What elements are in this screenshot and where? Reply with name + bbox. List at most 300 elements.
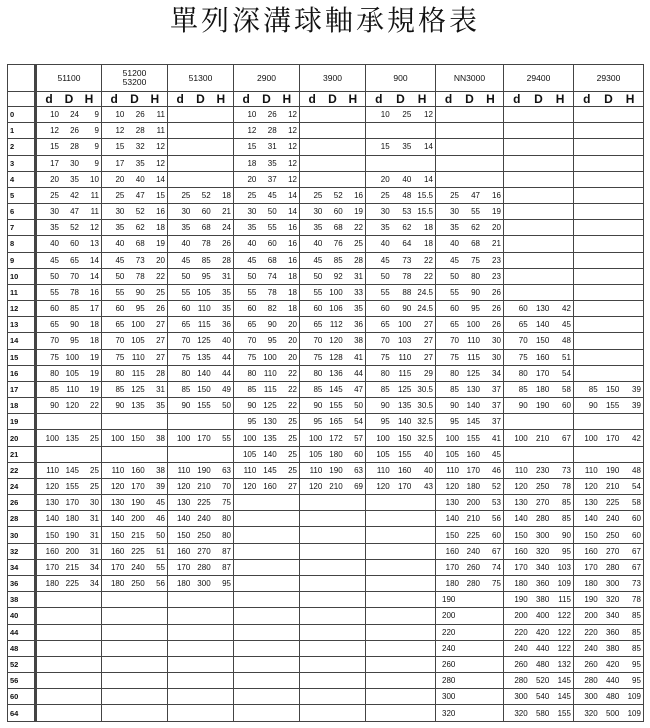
dimension-value: 19 xyxy=(90,352,99,362)
dimension-value: 25 xyxy=(50,190,60,200)
dim-label: H xyxy=(84,92,94,106)
table-row xyxy=(8,414,644,430)
dimension-value: 280 xyxy=(466,579,480,589)
dimension-value: 85 xyxy=(115,385,125,394)
dimension-value: 74 xyxy=(267,271,277,281)
dimension-value: 37 xyxy=(492,401,501,411)
dimension-cell xyxy=(300,478,366,494)
dimension-value: 12 xyxy=(50,126,60,136)
dimension-value: 15 xyxy=(156,190,165,200)
dimension-cell xyxy=(366,220,436,236)
dimension-value: 15 xyxy=(380,142,390,152)
dimension-value: 170 xyxy=(445,562,460,572)
dimension-cell xyxy=(504,592,574,608)
dimension-value: 25 xyxy=(156,287,165,297)
dimension-value: 42 xyxy=(562,304,571,314)
dimension-cell xyxy=(436,365,504,381)
dimension-value: 115 xyxy=(131,368,145,378)
dimension-cell xyxy=(574,349,644,365)
dimension-value: 230 xyxy=(535,465,550,475)
dimension-value: 60 xyxy=(267,239,277,249)
dimension-value: 130 xyxy=(45,498,60,508)
dimension-value: 24 xyxy=(70,110,79,120)
dimension-cell xyxy=(234,381,300,397)
dimension-value: 120 xyxy=(45,482,60,492)
dimension-cell xyxy=(366,462,436,478)
dimension-value: 78 xyxy=(135,271,145,281)
dimension-cell xyxy=(574,511,644,527)
dimension-cell xyxy=(36,478,102,494)
dimension-cell xyxy=(234,478,300,494)
dimension-value: 25 xyxy=(313,190,323,200)
dimension-cell xyxy=(574,187,644,203)
dimension-cell xyxy=(234,268,300,284)
dimension-value: 16 xyxy=(288,223,297,233)
dimension-value: 24.5 xyxy=(417,287,433,297)
dimension-cell xyxy=(36,398,102,414)
dimension-value: 10 xyxy=(247,110,257,120)
dim-label: H xyxy=(282,92,292,106)
dimension-cell xyxy=(300,689,366,705)
dimension-cell xyxy=(574,365,644,381)
dimension-value: 110 xyxy=(514,465,528,475)
dimension-cell xyxy=(504,446,574,462)
dimension-cell xyxy=(234,398,300,414)
dimension-cell xyxy=(300,155,366,171)
dimension-value: 15 xyxy=(247,142,257,152)
dimension-value: 320 xyxy=(535,546,550,556)
dim-label: D xyxy=(534,92,543,106)
table-row xyxy=(8,139,644,155)
dimension-value: 65 xyxy=(50,320,60,330)
dimension-cell xyxy=(234,511,300,527)
dimension-cell xyxy=(102,123,168,139)
table-row xyxy=(8,624,644,640)
dimension-cell xyxy=(574,527,644,543)
dimension-value: 130 xyxy=(584,498,598,508)
dimension-cell xyxy=(168,640,234,656)
dimension-value: 240 xyxy=(466,546,480,556)
table-row xyxy=(8,317,644,333)
bore-code: 1 xyxy=(8,123,36,139)
dimension-cell xyxy=(436,317,504,333)
dimension-value: 35 xyxy=(222,287,231,297)
dimension-cell xyxy=(234,575,300,591)
dimension-cell xyxy=(300,123,366,139)
dimension-value: 25 xyxy=(450,190,460,200)
dimension-cell xyxy=(504,333,574,349)
dimension-cell xyxy=(366,527,436,543)
dimension-value: 280 xyxy=(605,562,620,572)
dimension-value: 24 xyxy=(222,223,231,233)
dimension-cell xyxy=(168,543,234,559)
dimension-value: 170 xyxy=(535,368,550,378)
dimension-cell xyxy=(36,107,102,123)
dimension-value: 10 xyxy=(90,174,99,184)
dimension-value: 45 xyxy=(380,255,390,265)
bore-code: 15 xyxy=(8,349,36,365)
dimension-value: 69 xyxy=(354,482,363,492)
dimension-value: 18 xyxy=(247,158,257,168)
group-header-row xyxy=(8,65,644,92)
dimension-value: 300 xyxy=(514,692,528,702)
dimension-value: 220 xyxy=(584,627,598,637)
dimension-value: 23 xyxy=(492,271,501,281)
dimension-value: 87 xyxy=(222,562,231,572)
dimension-value: 14 xyxy=(424,142,433,152)
dimension-value: 63 xyxy=(354,465,363,475)
dimension-value: 14 xyxy=(288,207,297,217)
dimension-cell xyxy=(436,414,504,430)
dimension-cell xyxy=(366,608,436,624)
dimension-cell xyxy=(436,559,504,575)
dimension-value: 35 xyxy=(156,401,165,411)
dimension-cell xyxy=(102,705,168,722)
dimension-value: 67 xyxy=(562,433,571,443)
dimension-cell xyxy=(102,673,168,689)
dimension-value: 240 xyxy=(584,643,598,653)
dimension-value: 52 xyxy=(135,207,145,217)
dimension-value: 60 xyxy=(492,530,501,540)
dimension-value: 45 xyxy=(313,255,323,265)
dimension-value: 30 xyxy=(90,498,99,508)
dimension-value: 18 xyxy=(222,190,231,200)
dimension-value: 28 xyxy=(354,255,363,265)
dimension-value: 250 xyxy=(605,530,620,540)
dimension-value: 60 xyxy=(380,304,390,314)
dimension-value: 95 xyxy=(135,304,145,314)
dimension-value: 17 xyxy=(115,158,125,168)
dimension-value: 280 xyxy=(584,676,598,686)
dimension-value: 32.5 xyxy=(417,417,433,427)
dimension-value: 180 xyxy=(466,482,480,492)
dimension-cell xyxy=(504,187,574,203)
dimension-cell xyxy=(102,252,168,268)
dimension-cell xyxy=(574,430,644,446)
dimension-value: 260 xyxy=(584,659,598,669)
dimension-value: 90 xyxy=(313,401,323,411)
table-row xyxy=(8,236,644,252)
dimension-value: 31 xyxy=(267,142,277,152)
dimension-value: 28 xyxy=(222,255,231,265)
series-header: 29400 xyxy=(504,65,574,92)
dimension-value: 320 xyxy=(442,708,456,718)
dimension-cell xyxy=(102,575,168,591)
dimension-value: 95 xyxy=(632,659,641,669)
dimension-cell xyxy=(300,430,366,446)
bore-code: 4 xyxy=(8,171,36,187)
table-row xyxy=(8,187,644,203)
table-row xyxy=(8,107,644,123)
dimension-value: 14 xyxy=(90,271,99,281)
dimension-value: 52 xyxy=(70,223,79,233)
dimension-value: 240 xyxy=(197,514,211,524)
dimension-value: 270 xyxy=(197,546,211,556)
table-row xyxy=(8,543,644,559)
dimension-value: 80 xyxy=(247,368,257,378)
dimension-value: 172 xyxy=(329,433,343,443)
dimension-value: 190 xyxy=(197,465,211,475)
dimension-value: 62 xyxy=(402,223,412,233)
dimension-cell xyxy=(300,187,366,203)
dimension-value: 140 xyxy=(514,514,528,524)
table-row xyxy=(8,252,644,268)
dimension-value: 90 xyxy=(181,401,191,411)
series-header: 51200 53200 xyxy=(102,65,168,92)
dimension-cell xyxy=(366,511,436,527)
dim-label: d xyxy=(308,92,316,106)
dimension-cell xyxy=(168,705,234,722)
dimension-value: 65 xyxy=(313,320,323,330)
dimension-cell xyxy=(366,673,436,689)
dimension-value: 65 xyxy=(247,320,257,330)
dimension-value: 25 xyxy=(247,190,257,200)
table-row xyxy=(8,705,644,722)
dimension-value: 30 xyxy=(380,207,390,217)
dimension-cell xyxy=(366,236,436,252)
dimension-value: 50 xyxy=(354,401,363,411)
dimension-cell xyxy=(36,689,102,705)
dimension-cell xyxy=(234,559,300,575)
dimension-value: 21 xyxy=(222,207,231,217)
dimension-value: 110 xyxy=(467,336,480,346)
dimension-value: 540 xyxy=(535,692,550,702)
dimension-value: 78 xyxy=(562,482,571,492)
dimension-value: 150 xyxy=(535,336,550,346)
dimension-value: 50 xyxy=(156,530,165,540)
dimension-value: 10 xyxy=(380,110,390,120)
dimension-value: 95 xyxy=(471,304,480,314)
dimension-cell xyxy=(436,592,504,608)
dimension-value: 75 xyxy=(380,352,390,362)
dimension-value: 35 xyxy=(313,223,323,233)
dimension-cell xyxy=(102,155,168,171)
dimension-cell xyxy=(504,462,574,478)
corner-cell xyxy=(8,92,36,107)
dimension-value: 88 xyxy=(402,287,412,297)
dimension-value: 22 xyxy=(354,223,363,233)
dimension-cell xyxy=(300,495,366,511)
dimension-cell xyxy=(36,640,102,656)
dim-label: H xyxy=(625,92,635,106)
dimension-value: 95 xyxy=(632,676,641,686)
dimension-value: 27 xyxy=(156,352,165,362)
dim-label: D xyxy=(64,92,74,106)
dimension-value: 270 xyxy=(535,498,550,508)
dimension-value: 120 xyxy=(445,482,460,492)
dimension-value: 120 xyxy=(584,482,598,492)
dimension-cell xyxy=(102,284,168,300)
dimension-value: 78 xyxy=(267,287,277,297)
dimension-value: 40 xyxy=(115,239,125,249)
dimension-value: 12 xyxy=(288,158,297,168)
dimension-value: 45 xyxy=(450,255,460,265)
dim-label: H xyxy=(150,92,160,106)
dimension-cell xyxy=(36,462,102,478)
dimension-value: 30.5 xyxy=(417,401,433,411)
dimension-cell xyxy=(366,301,436,317)
dimension-cell xyxy=(102,107,168,123)
dimension-cell xyxy=(300,381,366,397)
dimension-value: 105 xyxy=(445,449,460,459)
dimension-value: 260 xyxy=(514,659,528,669)
dimension-value: 78 xyxy=(402,271,412,281)
dimension-value: 70 xyxy=(313,336,323,346)
dim-label: H xyxy=(216,92,226,106)
dimension-value: 12 xyxy=(156,142,165,152)
dimension-cell xyxy=(300,236,366,252)
dimension-value: 85 xyxy=(247,385,257,394)
dimension-cell xyxy=(36,236,102,252)
dimension-value: 190 xyxy=(131,498,145,508)
dimension-value: 130 xyxy=(176,498,191,508)
dimension-value: 18 xyxy=(424,223,433,233)
dimension-value: 75 xyxy=(313,352,323,362)
bore-code: 10 xyxy=(8,268,36,284)
dim-label: d xyxy=(513,92,521,106)
dimension-value: 250 xyxy=(535,482,550,492)
dimension-value: 140 xyxy=(197,368,211,378)
dimension-value: 70 xyxy=(450,336,460,346)
dimension-value: 170 xyxy=(131,482,145,492)
dimension-value: 34 xyxy=(492,368,501,378)
dimension-cell xyxy=(234,592,300,608)
dimension-cell xyxy=(366,381,436,397)
dimension-value: 160 xyxy=(514,546,528,556)
dimension-cell xyxy=(102,624,168,640)
dimension-value: 105 xyxy=(131,336,145,346)
dimension-cell xyxy=(36,187,102,203)
dimension-value: 145 xyxy=(466,417,480,427)
dimension-value: 31 xyxy=(90,546,99,556)
dimension-cell xyxy=(574,301,644,317)
dimension-value: 38 xyxy=(354,336,363,346)
dimension-cell xyxy=(300,349,366,365)
dimension-value: 35 xyxy=(181,223,191,233)
dim-header xyxy=(234,92,300,107)
table-row xyxy=(8,123,644,139)
dimension-value: 105 xyxy=(376,449,390,459)
dimension-value: 44 xyxy=(222,352,231,362)
dimension-value: 180 xyxy=(45,579,60,589)
dimension-value: 30 xyxy=(115,207,125,217)
dimension-cell xyxy=(300,624,366,640)
dimension-value: 50 xyxy=(313,271,323,281)
dimension-value: 128 xyxy=(329,352,343,362)
bore-code: 48 xyxy=(8,640,36,656)
dimension-value: 31 xyxy=(222,271,231,281)
dimension-value: 260 xyxy=(466,562,480,572)
dimension-cell xyxy=(234,608,300,624)
dimension-cell xyxy=(300,333,366,349)
dimension-value: 22 xyxy=(288,368,297,378)
dimension-cell xyxy=(168,301,234,317)
dim-header xyxy=(574,92,644,107)
dimension-value: 62 xyxy=(135,223,145,233)
table-row xyxy=(8,220,644,236)
dimension-cell xyxy=(36,365,102,381)
bore-code: 30 xyxy=(8,527,36,543)
dimension-value: 180 xyxy=(65,514,79,524)
dimension-value: 55 xyxy=(471,207,480,217)
dimension-cell xyxy=(36,575,102,591)
bore-code: 5 xyxy=(8,187,36,203)
dimension-value: 35 xyxy=(450,223,460,233)
dimension-value: 64 xyxy=(402,239,412,249)
dimension-value: 70 xyxy=(50,336,60,346)
dimension-cell xyxy=(436,673,504,689)
table-body xyxy=(8,107,644,722)
dimension-cell xyxy=(234,624,300,640)
dimension-value: 20 xyxy=(247,174,257,184)
dimension-cell xyxy=(168,333,234,349)
dimension-cell xyxy=(574,495,644,511)
dimension-cell xyxy=(168,381,234,397)
dimension-cell xyxy=(436,543,504,559)
dimension-value: 60 xyxy=(115,304,125,314)
dimension-cell xyxy=(504,349,574,365)
dimension-cell xyxy=(102,689,168,705)
dimension-cell xyxy=(436,446,504,462)
bore-code: 21 xyxy=(8,446,36,462)
dimension-value: 95 xyxy=(201,271,211,281)
dimension-value: 50 xyxy=(50,271,60,281)
dimension-cell xyxy=(102,139,168,155)
dimension-value: 320 xyxy=(514,708,528,718)
dimension-value: 45 xyxy=(247,255,257,265)
dimension-value: 40 xyxy=(424,449,433,459)
dimension-cell xyxy=(168,139,234,155)
dimension-cell xyxy=(504,673,574,689)
dimension-cell xyxy=(574,543,644,559)
dimension-value: 130 xyxy=(110,498,125,508)
dimension-value: 160 xyxy=(131,465,145,475)
dimension-value: 35 xyxy=(70,174,79,184)
dimension-value: 26 xyxy=(156,304,165,314)
dimension-cell xyxy=(366,446,436,462)
dimension-value: 90 xyxy=(50,401,60,411)
dimension-value: 51 xyxy=(562,352,571,362)
dimension-value: 190 xyxy=(329,465,343,475)
dimension-value: 120 xyxy=(110,482,125,492)
dimension-cell xyxy=(234,414,300,430)
dim-label: H xyxy=(348,92,358,106)
dimension-value: 31 xyxy=(90,514,99,524)
dimension-value: 11 xyxy=(156,110,165,120)
dimension-value: 35 xyxy=(115,223,125,233)
dimension-cell xyxy=(504,252,574,268)
dimension-cell xyxy=(504,527,574,543)
dimension-value: 100 xyxy=(263,352,277,362)
dimension-value: 65 xyxy=(70,255,79,265)
dimension-cell xyxy=(300,462,366,478)
dimension-value: 100 xyxy=(584,433,598,443)
dimension-value: 11 xyxy=(90,190,99,200)
dimension-value: 220 xyxy=(442,627,456,637)
dimension-value: 25 xyxy=(115,190,125,200)
dimension-value: 25 xyxy=(90,465,99,475)
dimension-value: 122 xyxy=(557,611,571,621)
dimension-value: 110 xyxy=(111,465,125,475)
dimension-cell xyxy=(36,381,102,397)
dimension-cell xyxy=(36,656,102,672)
dimension-value: 9 xyxy=(94,126,99,136)
table-row xyxy=(8,365,644,381)
bore-code: 44 xyxy=(8,624,36,640)
dimension-value: 140 xyxy=(466,401,480,411)
dimension-cell xyxy=(574,107,644,123)
bore-code: 18 xyxy=(8,398,36,414)
